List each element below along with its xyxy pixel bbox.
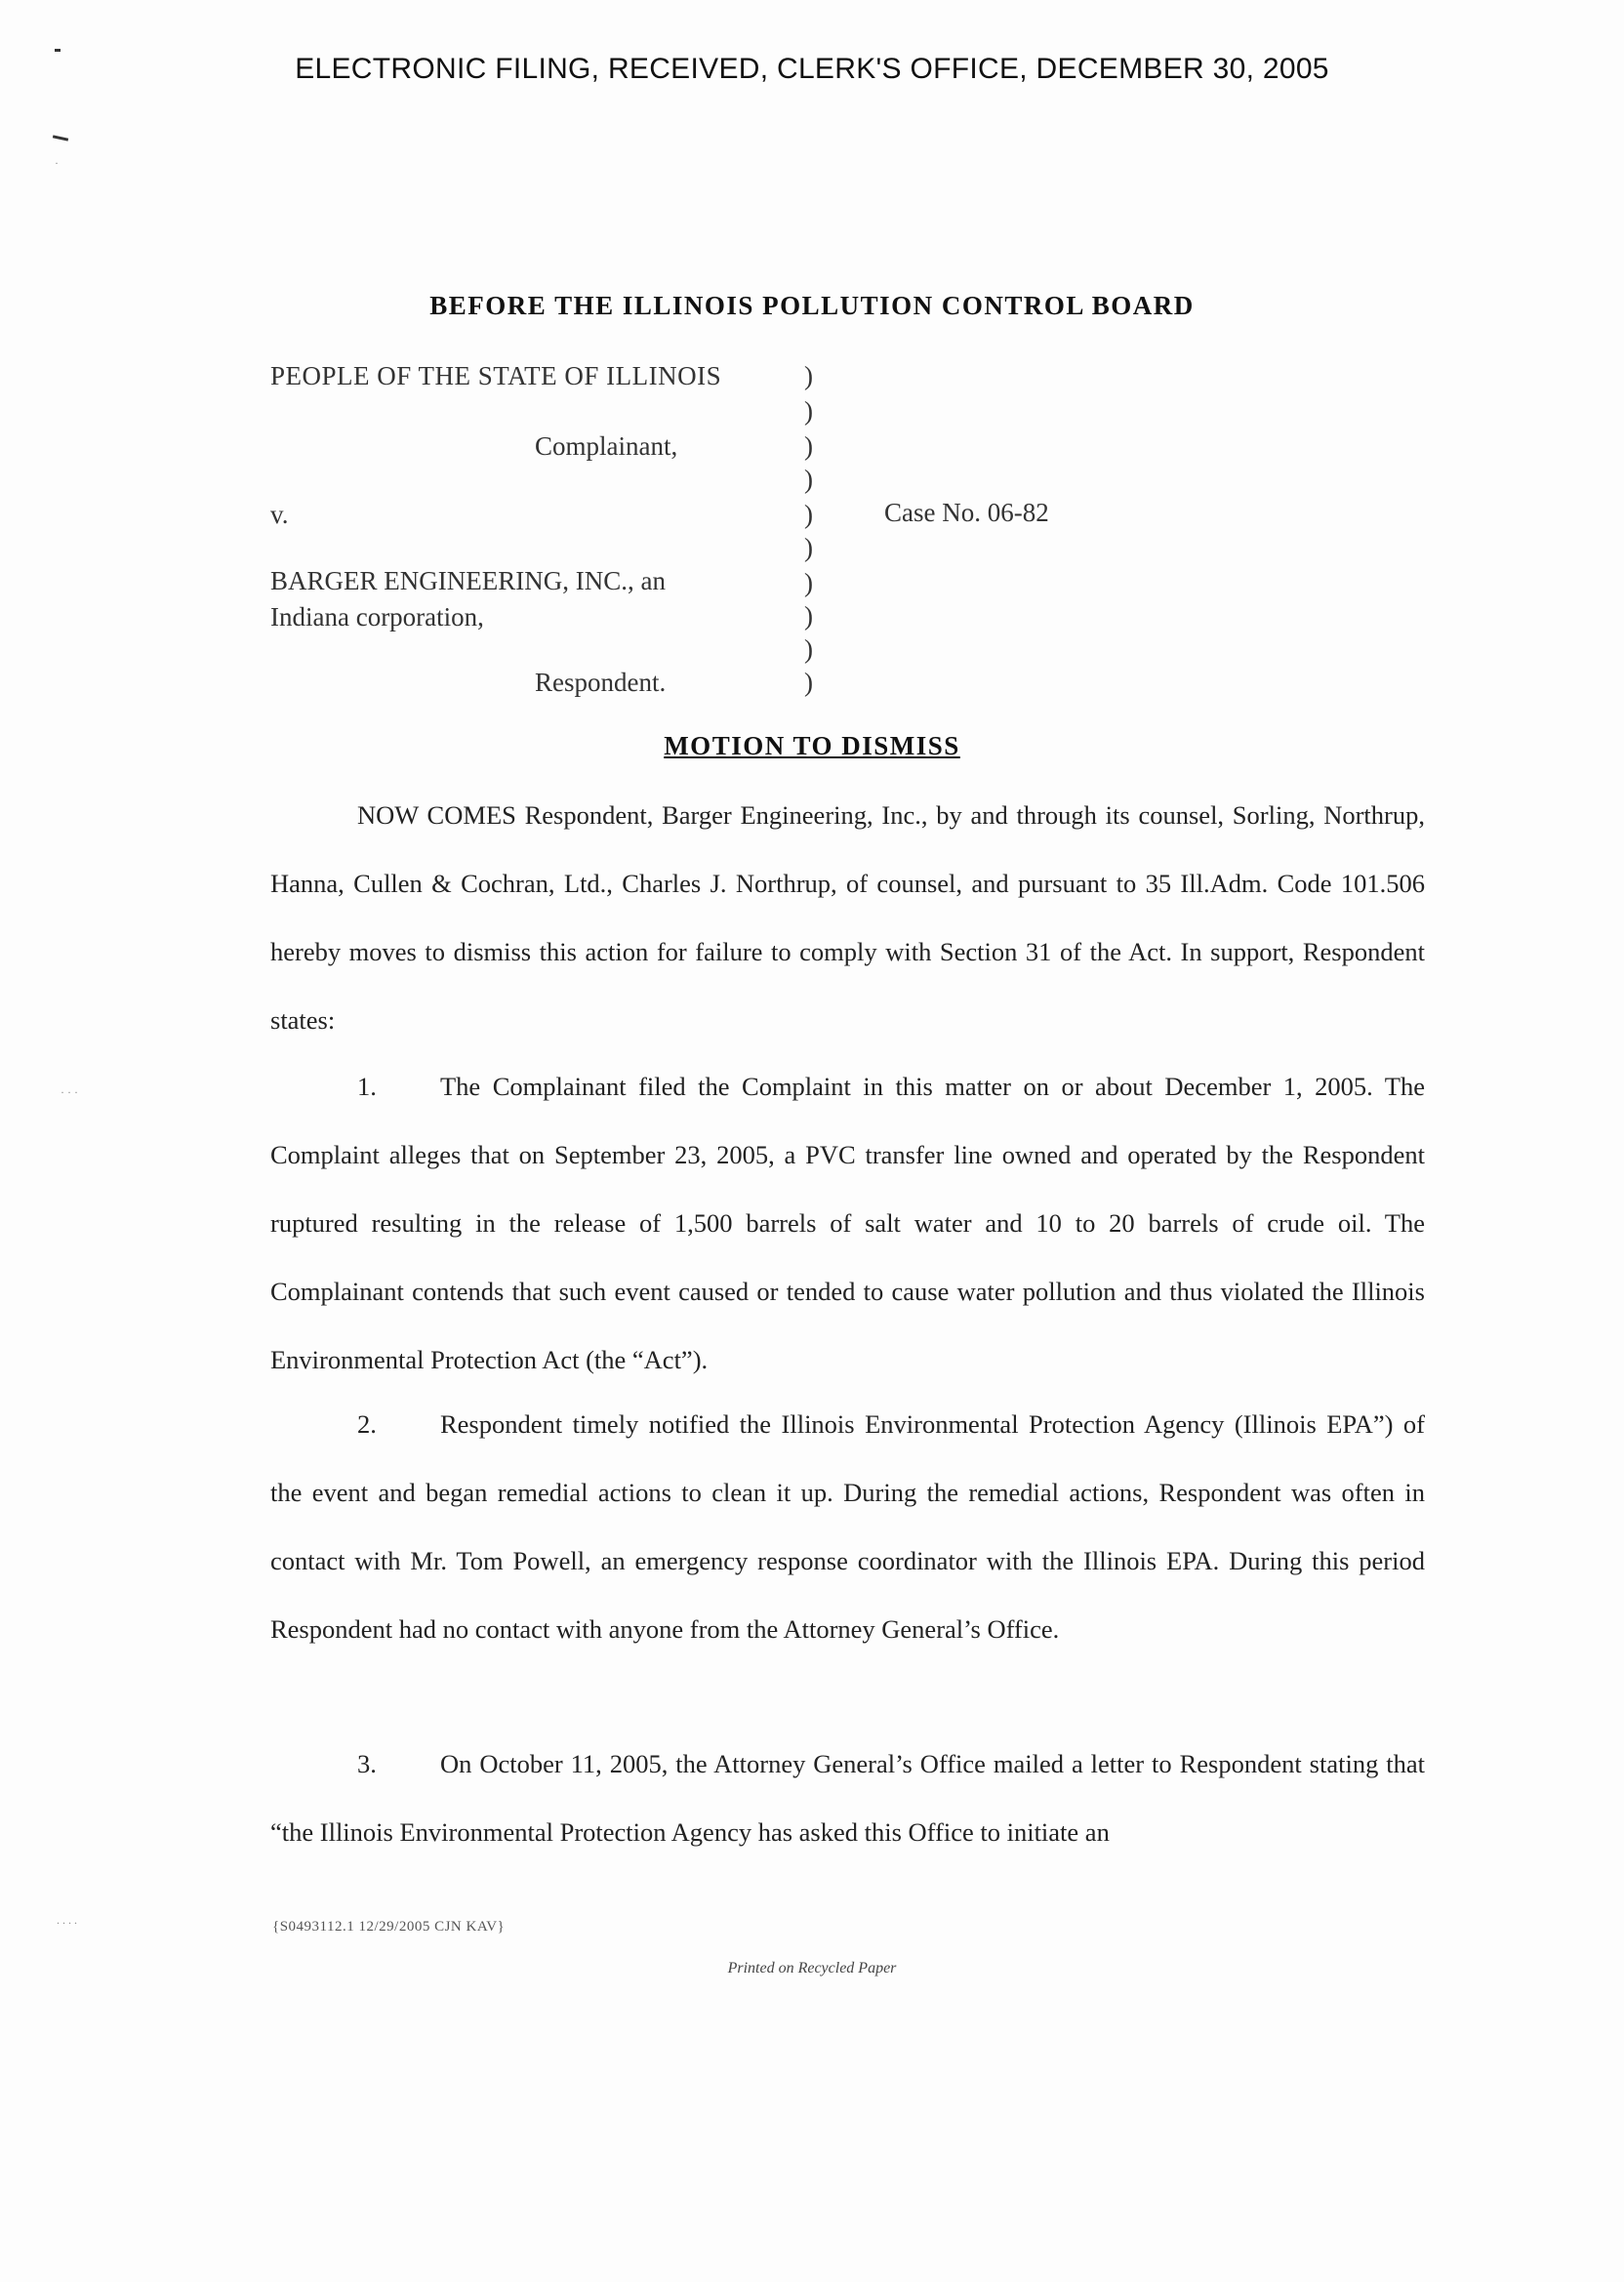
paragraph-number: 3. bbox=[357, 1749, 377, 1778]
caption-paren: ) bbox=[804, 533, 813, 562]
intro-text: NOW COMES Respondent, Barger Engineering, Inc., by and through its counsel, Sorling, Northrup, Hanna, Cullen & Cochran, Ltd., Charles J. Northrup, of counsel, and pursuant to 35 Ill.Adm. Code 101.506 hereby moves to dismiss this action for failure to comply with Section 31 of the Act. In support, Respondent states: bbox=[270, 800, 1425, 1035]
caption-versus: v. bbox=[270, 500, 289, 529]
paragraph-number: 2. bbox=[357, 1409, 377, 1439]
paragraph-text: On October 11, 2005, the Attorney General’s Office mailed a letter to Respondent stating that “the Illinois Environmental Protection Agency has asked this Office to initiate an bbox=[270, 1749, 1425, 1847]
intro-paragraph bbox=[270, 781, 1425, 1054]
caption-paren: ) bbox=[804, 396, 813, 426]
caption-defendant-line1: BARGER ENGINEERING, INC., an bbox=[270, 566, 666, 595]
caption-defendant-line2: Indiana corporation, bbox=[270, 602, 484, 632]
numbered-paragraph bbox=[270, 1730, 1425, 1866]
filing-stamp: ELECTRONIC FILING, RECEIVED, CLERK'S OFFICE, DECEMBER 30, 2005 bbox=[295, 53, 1329, 85]
caption-paren: ) bbox=[804, 361, 813, 390]
caption-plaintiff: PEOPLE OF THE STATE OF ILLINOIS bbox=[270, 361, 722, 390]
caption-paren: ) bbox=[804, 465, 813, 494]
scan-mark bbox=[55, 49, 61, 52]
board-title: BEFORE THE ILLINOIS POLLUTION CONTROL BOARD bbox=[429, 291, 1195, 320]
numbered-paragraph bbox=[270, 1052, 1425, 1394]
motion-title: MOTION TO DISMISS bbox=[664, 731, 960, 760]
caption-paren: ) bbox=[804, 668, 813, 697]
paragraph-number: 1. bbox=[357, 1072, 377, 1101]
caption-paren: ) bbox=[804, 500, 813, 529]
caption-paren: ) bbox=[804, 634, 813, 664]
caption-defendant-role: Respondent. bbox=[535, 668, 667, 697]
caption-paren: ) bbox=[804, 431, 813, 461]
case-number: Case No. 06-82 bbox=[884, 498, 1049, 527]
numbered-paragraph bbox=[270, 1390, 1425, 1663]
scan-speck: · · · bbox=[61, 1085, 78, 1099]
scan-mark bbox=[53, 135, 68, 141]
caption-paren: ) bbox=[804, 568, 813, 597]
caption-plaintiff-role: Complainant, bbox=[535, 431, 678, 461]
scan-speck: · bbox=[55, 156, 59, 170]
recycled-paper-note: Printed on Recycled Paper bbox=[727, 1960, 897, 1976]
document-id: {S0493112.1 12/29/2005 CJN KAV} bbox=[272, 1919, 506, 1935]
paragraph-text: The Complainant filed the Complaint in this matter on or about December 1, 2005. The Complaint alleges that on September 23, 2005, a PVC transfer line owned and operated by the Respondent ruptured resulting in the release of 1,500 barrels of salt water and 10 to 20 barrels of crude oil. The Complainant contends that such event caused or tended to cause water pollution and thus violated the Illinois Environmental Protection Act (the “Act”). bbox=[270, 1072, 1425, 1374]
scan-speck: . . . . bbox=[57, 1913, 77, 1927]
paragraph-text: Respondent timely notified the Illinois Environmental Protection Agency (Illinois EPA”) of the event and began remedial actions to clean it up. During the remedial actions, Respondent was often in contact with Mr. Tom Powell, an emergency response coordinator with the Illinois EPA. During this period Respondent had no contact with anyone from the Attorney General’s Office. bbox=[270, 1409, 1425, 1644]
caption-paren: ) bbox=[804, 601, 813, 631]
